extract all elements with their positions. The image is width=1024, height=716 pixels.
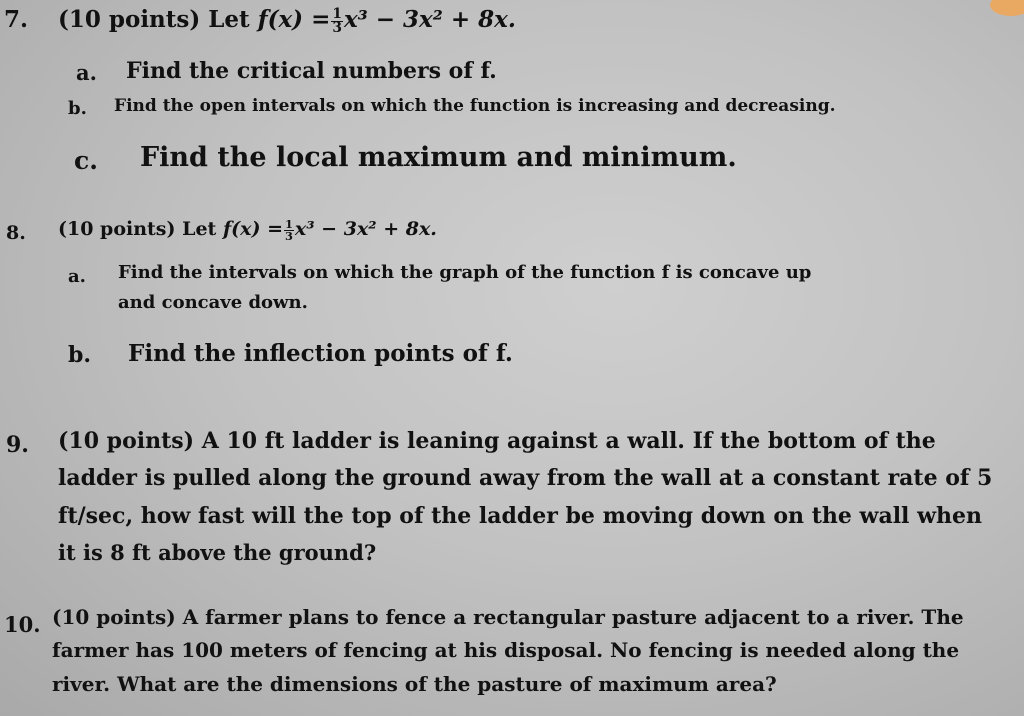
q9-line1: (10 points) A 10 ft ladder is leaning against a wall. If the bottom of the [58, 428, 936, 454]
q10-line3: river. What are the dimensions of the pasture of maximum area? [52, 672, 777, 696]
q9-number: 9. [6, 432, 29, 458]
q8-a-label: a. [68, 266, 86, 287]
q8-func: f(x) = [222, 218, 283, 240]
q8-points: (10 points) Let [58, 218, 217, 240]
q7-c-text: Find the local maximum and minimum. [140, 142, 737, 173]
q10-number: 10. [4, 612, 41, 637]
q8-fraction: $\frac{1}{3}$ [284, 217, 293, 243]
q8-expression: x³ − 3x² + 8x. [294, 218, 437, 240]
q9-line2: ladder is pulled along the ground away from the wall at a constant rate of 5 [58, 465, 993, 491]
q9-line4: it is 8 ft above the ground? [58, 540, 377, 565]
q7-header [58, 6, 516, 34]
q8-a-text-line1: Find the intervals on which the graph of the function f is concave up [118, 262, 812, 283]
q7-expression: x³ − 3x² + 8x. [343, 6, 516, 33]
q7-b-label: b. [68, 98, 87, 119]
q10-line1: (10 points) A farmer plans to fence a rectangular pasture adjacent to a river. The [52, 605, 964, 629]
q8-b-text: Find the inflection points of f. [128, 340, 513, 367]
q8-a-text-line2: and concave down. [118, 292, 308, 313]
q7-points: (10 points) Let [58, 6, 250, 33]
q7-number: 7. [4, 6, 29, 33]
q7-a-label: a. [76, 60, 97, 85]
q8-b-label: b. [68, 342, 92, 368]
q8-header [58, 218, 437, 241]
q7-fraction: $\frac{1}{3}$ [332, 6, 342, 36]
q7-c-label: c. [74, 146, 98, 175]
q7-a-text: Find the critical numbers of f. [126, 58, 497, 84]
q10-line2: farmer has 100 meters of fencing at his disposal. No fencing is needed along the [52, 638, 960, 662]
q7-func: f(x) = [257, 6, 331, 33]
q7-b-text: Find the open intervals on which the function is increasing and decreasing. [114, 96, 836, 116]
q9-line3: ft/sec, how fast will the top of the ladder be moving down on the wall when [58, 503, 982, 529]
orange-corner-artifact [990, 0, 1024, 16]
q8-number: 8. [6, 222, 26, 244]
